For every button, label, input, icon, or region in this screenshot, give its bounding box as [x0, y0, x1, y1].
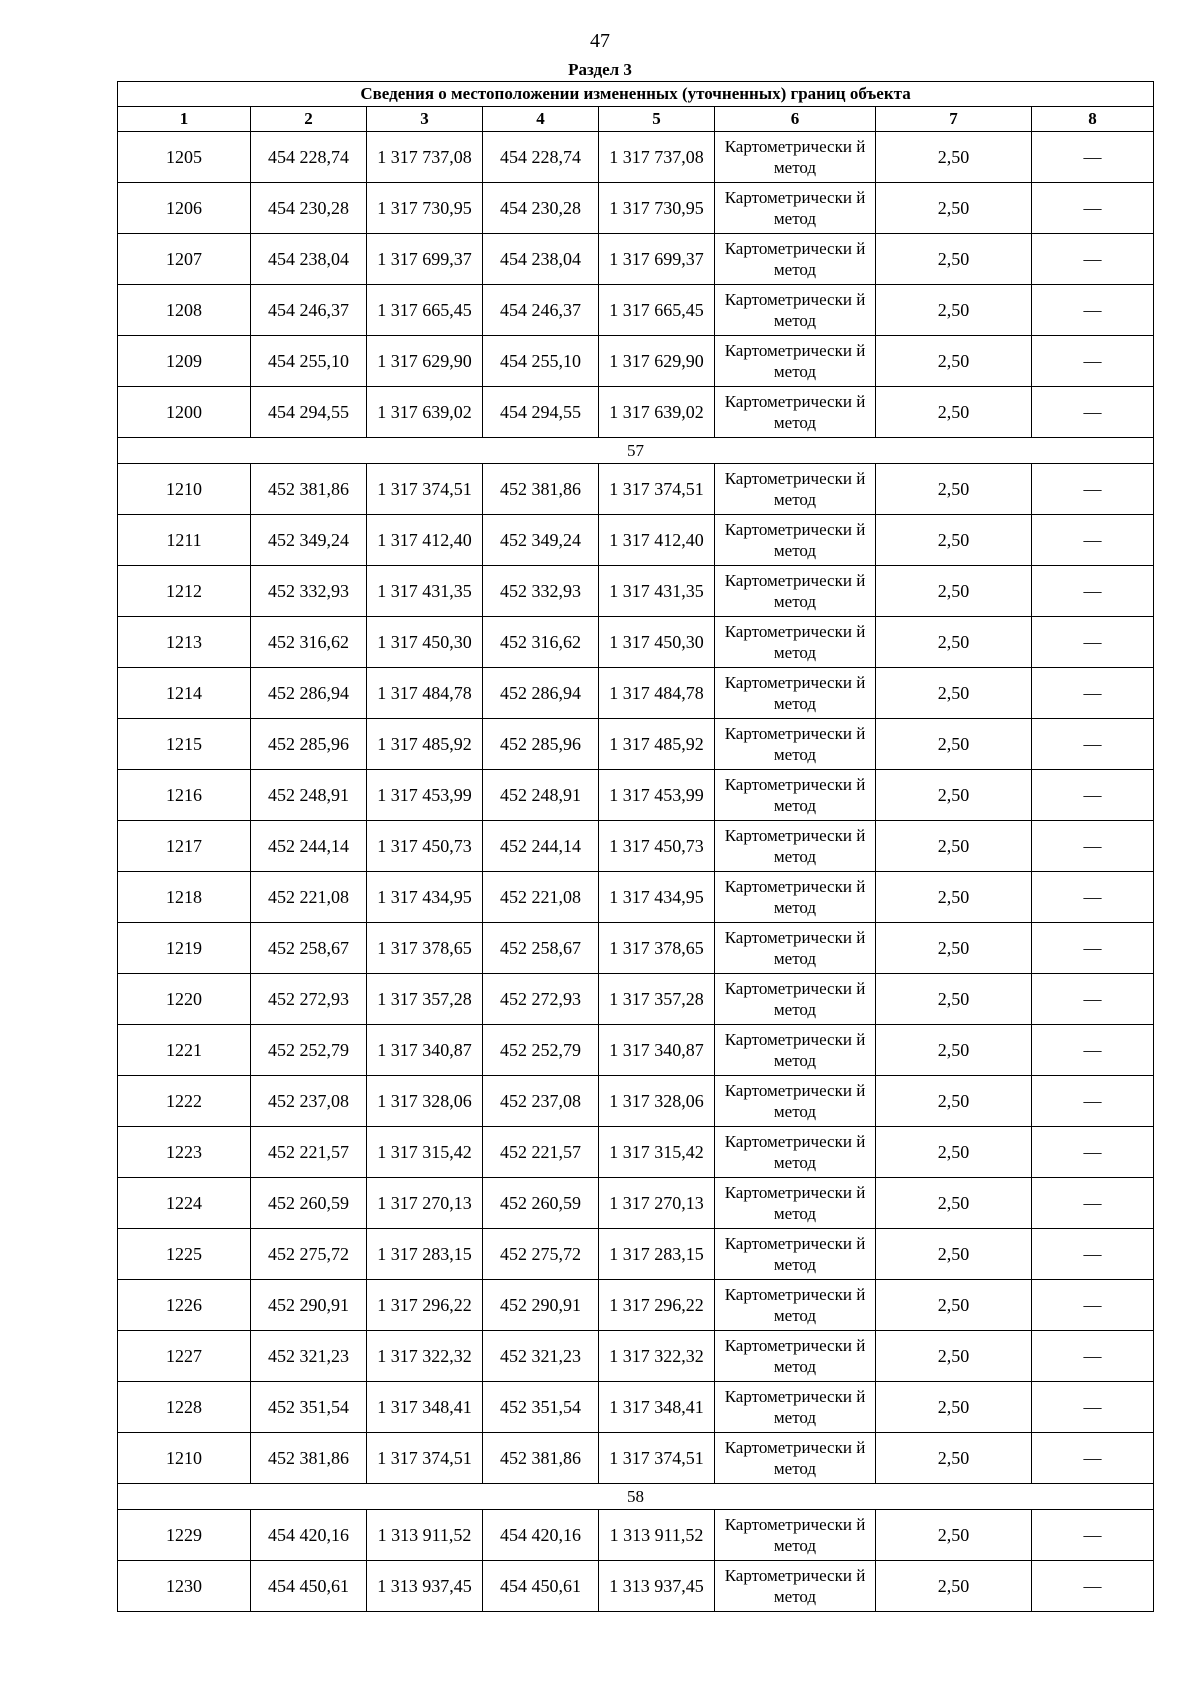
cell-col-5: 1 317 639,02	[599, 387, 715, 438]
cell-col-4: 452 381,86	[483, 1433, 599, 1484]
cell-col-4: 452 290,91	[483, 1280, 599, 1331]
table-row	[118, 132, 1154, 183]
cell-col-1: 1229	[118, 1510, 251, 1561]
table-row	[118, 668, 1154, 719]
cell-col-3: 1 317 374,51	[367, 464, 483, 515]
cell-col-5: 1 317 699,37	[599, 234, 715, 285]
cell-col-7: 2,50	[876, 1433, 1032, 1484]
cell-col-5: 1 317 485,92	[599, 719, 715, 770]
table-row	[118, 1280, 1154, 1331]
cell-col-4: 454 246,37	[483, 285, 599, 336]
cell-col-8: —	[1032, 464, 1154, 515]
contour-number-row	[118, 1484, 1154, 1510]
cell-col-6: Картометрически й метод	[715, 285, 876, 336]
cell-col-7: 2,50	[876, 1510, 1032, 1561]
cell-col-6: Картометрически й метод	[715, 1127, 876, 1178]
column-number-7: 7	[876, 107, 1032, 132]
cell-col-8: —	[1032, 1382, 1154, 1433]
cell-col-4: 452 237,08	[483, 1076, 599, 1127]
cell-col-6: Картометрически й метод	[715, 1561, 876, 1612]
cell-col-6: Картометрически й метод	[715, 464, 876, 515]
cell-col-5: 1 317 322,32	[599, 1331, 715, 1382]
cell-col-3: 1 317 315,42	[367, 1127, 483, 1178]
table-row	[118, 464, 1154, 515]
boundary-coordinates-table	[117, 81, 1154, 1612]
cell-col-2: 452 272,93	[251, 974, 367, 1025]
cell-col-1: 1205	[118, 132, 251, 183]
cell-col-2: 452 349,24	[251, 515, 367, 566]
cell-col-4: 454 255,10	[483, 336, 599, 387]
cell-col-4: 452 244,14	[483, 821, 599, 872]
cell-col-2: 452 381,86	[251, 1433, 367, 1484]
table-row	[118, 1510, 1154, 1561]
cell-col-2: 452 332,93	[251, 566, 367, 617]
cell-col-3: 1 317 639,02	[367, 387, 483, 438]
cell-col-4: 452 285,96	[483, 719, 599, 770]
cell-col-2: 452 286,94	[251, 668, 367, 719]
cell-col-7: 2,50	[876, 974, 1032, 1025]
cell-col-2: 452 260,59	[251, 1178, 367, 1229]
cell-col-7: 2,50	[876, 387, 1032, 438]
cell-col-7: 2,50	[876, 1229, 1032, 1280]
cell-col-2: 454 420,16	[251, 1510, 367, 1561]
table-row	[118, 1561, 1154, 1612]
table-row	[118, 285, 1154, 336]
cell-col-6: Картометрически й метод	[715, 1382, 876, 1433]
cell-col-1: 1210	[118, 1433, 251, 1484]
cell-col-4: 454 420,16	[483, 1510, 599, 1561]
cell-col-8: —	[1032, 1331, 1154, 1382]
cell-col-2: 454 246,37	[251, 285, 367, 336]
cell-col-7: 2,50	[876, 1178, 1032, 1229]
cell-col-4: 452 351,54	[483, 1382, 599, 1433]
cell-col-2: 454 450,61	[251, 1561, 367, 1612]
cell-col-8: —	[1032, 719, 1154, 770]
cell-col-8: —	[1032, 285, 1154, 336]
cell-col-4: 454 450,61	[483, 1561, 599, 1612]
cell-col-5: 1 317 270,13	[599, 1178, 715, 1229]
cell-col-3: 1 317 270,13	[367, 1178, 483, 1229]
cell-col-8: —	[1032, 1433, 1154, 1484]
cell-col-6: Картометрически й метод	[715, 1178, 876, 1229]
cell-col-4: 454 294,55	[483, 387, 599, 438]
cell-col-6: Картометрически й метод	[715, 1280, 876, 1331]
column-number-6: 6	[715, 107, 876, 132]
table-row	[118, 1178, 1154, 1229]
cell-col-8: —	[1032, 515, 1154, 566]
cell-col-2: 452 237,08	[251, 1076, 367, 1127]
cell-col-8: —	[1032, 1510, 1154, 1561]
cell-col-6: Картометрически й метод	[715, 668, 876, 719]
cell-col-3: 1 317 322,32	[367, 1331, 483, 1382]
cell-col-3: 1 317 484,78	[367, 668, 483, 719]
cell-col-5: 1 317 453,99	[599, 770, 715, 821]
cell-col-6: Картометрически й метод	[715, 1076, 876, 1127]
cell-col-4: 454 230,28	[483, 183, 599, 234]
cell-col-7: 2,50	[876, 183, 1032, 234]
cell-col-4: 452 321,23	[483, 1331, 599, 1382]
cell-col-4: 452 272,93	[483, 974, 599, 1025]
cell-col-2: 452 351,54	[251, 1382, 367, 1433]
cell-col-8: —	[1032, 1280, 1154, 1331]
cell-col-1: 1221	[118, 1025, 251, 1076]
cell-col-6: Картометрически й метод	[715, 336, 876, 387]
cell-col-1: 1217	[118, 821, 251, 872]
cell-col-6: Картометрически й метод	[715, 1510, 876, 1561]
cell-col-1: 1200	[118, 387, 251, 438]
table-row	[118, 1025, 1154, 1076]
cell-col-5: 1 317 730,95	[599, 183, 715, 234]
cell-col-1: 1207	[118, 234, 251, 285]
cell-col-2: 452 321,23	[251, 1331, 367, 1382]
cell-col-2: 452 221,08	[251, 872, 367, 923]
cell-col-7: 2,50	[876, 285, 1032, 336]
cell-col-3: 1 317 412,40	[367, 515, 483, 566]
cell-col-7: 2,50	[876, 336, 1032, 387]
cell-col-6: Картометрически й метод	[715, 515, 876, 566]
cell-col-4: 452 221,57	[483, 1127, 599, 1178]
cell-col-5: 1 317 434,95	[599, 872, 715, 923]
contour-number: 58	[118, 1484, 1154, 1510]
cell-col-4: 452 221,08	[483, 872, 599, 923]
cell-col-4: 452 258,67	[483, 923, 599, 974]
cell-col-5: 1 317 737,08	[599, 132, 715, 183]
cell-col-7: 2,50	[876, 1382, 1032, 1433]
table-row	[118, 336, 1154, 387]
table-row	[118, 872, 1154, 923]
cell-col-3: 1 317 730,95	[367, 183, 483, 234]
cell-col-3: 1 317 357,28	[367, 974, 483, 1025]
cell-col-6: Картометрически й метод	[715, 821, 876, 872]
cell-col-2: 452 221,57	[251, 1127, 367, 1178]
cell-col-7: 2,50	[876, 1280, 1032, 1331]
cell-col-8: —	[1032, 1127, 1154, 1178]
cell-col-6: Картометрически й метод	[715, 923, 876, 974]
cell-col-5: 1 317 374,51	[599, 1433, 715, 1484]
cell-col-6: Картометрически й метод	[715, 234, 876, 285]
cell-col-2: 452 290,91	[251, 1280, 367, 1331]
cell-col-1: 1214	[118, 668, 251, 719]
cell-col-8: —	[1032, 336, 1154, 387]
cell-col-2: 452 252,79	[251, 1025, 367, 1076]
cell-col-8: —	[1032, 872, 1154, 923]
section-title: Раздел 3	[568, 60, 632, 79]
cell-col-5: 1 317 340,87	[599, 1025, 715, 1076]
cell-col-5: 1 317 328,06	[599, 1076, 715, 1127]
cell-col-8: —	[1032, 566, 1154, 617]
cell-col-3: 1 313 911,52	[367, 1510, 483, 1561]
column-number-row	[118, 107, 1154, 132]
cell-col-3: 1 317 328,06	[367, 1076, 483, 1127]
column-number-4: 4	[483, 107, 599, 132]
cell-col-8: —	[1032, 1561, 1154, 1612]
cell-col-2: 454 238,04	[251, 234, 367, 285]
cell-col-7: 2,50	[876, 464, 1032, 515]
cell-col-4: 452 252,79	[483, 1025, 599, 1076]
cell-col-3: 1 317 485,92	[367, 719, 483, 770]
cell-col-5: 1 317 450,73	[599, 821, 715, 872]
cell-col-3: 1 317 450,30	[367, 617, 483, 668]
cell-col-7: 2,50	[876, 1331, 1032, 1382]
cell-col-8: —	[1032, 387, 1154, 438]
cell-col-8: —	[1032, 132, 1154, 183]
table-row	[118, 515, 1154, 566]
table-caption: Сведения о местоположении измененных (уточненных) границ объекта	[118, 82, 1154, 107]
cell-col-7: 2,50	[876, 515, 1032, 566]
cell-col-1: 1218	[118, 872, 251, 923]
cell-col-4: 454 238,04	[483, 234, 599, 285]
table-row	[118, 1382, 1154, 1433]
cell-col-7: 2,50	[876, 566, 1032, 617]
cell-col-7: 2,50	[876, 1127, 1032, 1178]
cell-col-1: 1212	[118, 566, 251, 617]
cell-col-5: 1 317 374,51	[599, 464, 715, 515]
cell-col-7: 2,50	[876, 719, 1032, 770]
cell-col-3: 1 317 665,45	[367, 285, 483, 336]
cell-col-2: 454 230,28	[251, 183, 367, 234]
cell-col-7: 2,50	[876, 923, 1032, 974]
cell-col-3: 1 317 699,37	[367, 234, 483, 285]
contour-number: 57	[118, 438, 1154, 464]
cell-col-6: Картометрически й метод	[715, 1433, 876, 1484]
cell-col-3: 1 317 737,08	[367, 132, 483, 183]
cell-col-1: 1206	[118, 183, 251, 234]
contour-number-row	[118, 438, 1154, 464]
column-number-1: 1	[118, 107, 251, 132]
cell-col-3: 1 317 434,95	[367, 872, 483, 923]
cell-col-8: —	[1032, 923, 1154, 974]
cell-col-2: 452 316,62	[251, 617, 367, 668]
cell-col-6: Картометрически й метод	[715, 974, 876, 1025]
cell-col-8: —	[1032, 1025, 1154, 1076]
cell-col-4: 452 260,59	[483, 1178, 599, 1229]
cell-col-1: 1220	[118, 974, 251, 1025]
cell-col-2: 452 258,67	[251, 923, 367, 974]
cell-col-8: —	[1032, 821, 1154, 872]
cell-col-6: Картометрически й метод	[715, 566, 876, 617]
cell-col-3: 1 317 453,99	[367, 770, 483, 821]
cell-col-4: 452 381,86	[483, 464, 599, 515]
table-row	[118, 821, 1154, 872]
cell-col-5: 1 317 629,90	[599, 336, 715, 387]
cell-col-2: 454 255,10	[251, 336, 367, 387]
cell-col-6: Картометрически й метод	[715, 719, 876, 770]
cell-col-8: —	[1032, 1229, 1154, 1280]
cell-col-1: 1219	[118, 923, 251, 974]
table-row	[118, 183, 1154, 234]
cell-col-5: 1 317 431,35	[599, 566, 715, 617]
cell-col-1: 1226	[118, 1280, 251, 1331]
cell-col-5: 1 317 450,30	[599, 617, 715, 668]
cell-col-4: 452 332,93	[483, 566, 599, 617]
cell-col-6: Картометрически й метод	[715, 872, 876, 923]
table-row	[118, 770, 1154, 821]
table-row	[118, 566, 1154, 617]
cell-col-7: 2,50	[876, 234, 1032, 285]
cell-col-1: 1228	[118, 1382, 251, 1433]
cell-col-4: 452 286,94	[483, 668, 599, 719]
cell-col-4: 452 316,62	[483, 617, 599, 668]
table-row	[118, 617, 1154, 668]
cell-col-7: 2,50	[876, 872, 1032, 923]
cell-col-3: 1 317 340,87	[367, 1025, 483, 1076]
cell-col-1: 1208	[118, 285, 251, 336]
cell-col-1: 1215	[118, 719, 251, 770]
table-row	[118, 1076, 1154, 1127]
cell-col-8: —	[1032, 617, 1154, 668]
table-row	[118, 387, 1154, 438]
cell-col-1: 1216	[118, 770, 251, 821]
cell-col-4: 452 248,91	[483, 770, 599, 821]
cell-col-5: 1 313 937,45	[599, 1561, 715, 1612]
cell-col-7: 2,50	[876, 821, 1032, 872]
cell-col-6: Картометрически й метод	[715, 132, 876, 183]
cell-col-6: Картометрически й метод	[715, 183, 876, 234]
cell-col-5: 1 317 348,41	[599, 1382, 715, 1433]
cell-col-5: 1 317 378,65	[599, 923, 715, 974]
cell-col-8: —	[1032, 234, 1154, 285]
cell-col-6: Картометрически й метод	[715, 1025, 876, 1076]
cell-col-1: 1210	[118, 464, 251, 515]
table-row	[118, 719, 1154, 770]
table-row	[118, 1229, 1154, 1280]
cell-col-1: 1224	[118, 1178, 251, 1229]
cell-col-2: 452 285,96	[251, 719, 367, 770]
cell-col-5: 1 317 357,28	[599, 974, 715, 1025]
cell-col-5: 1 317 484,78	[599, 668, 715, 719]
cell-col-7: 2,50	[876, 770, 1032, 821]
cell-col-7: 2,50	[876, 617, 1032, 668]
cell-col-8: —	[1032, 770, 1154, 821]
cell-col-2: 452 381,86	[251, 464, 367, 515]
cell-col-1: 1209	[118, 336, 251, 387]
cell-col-5: 1 317 412,40	[599, 515, 715, 566]
cell-col-1: 1227	[118, 1331, 251, 1382]
cell-col-6: Картометрически й метод	[715, 770, 876, 821]
cell-col-1: 1225	[118, 1229, 251, 1280]
column-number-3: 3	[367, 107, 483, 132]
cell-col-1: 1213	[118, 617, 251, 668]
cell-col-3: 1 317 374,51	[367, 1433, 483, 1484]
cell-col-5: 1 317 283,15	[599, 1229, 715, 1280]
cell-col-3: 1 317 629,90	[367, 336, 483, 387]
table-row	[118, 923, 1154, 974]
cell-col-3: 1 317 348,41	[367, 1382, 483, 1433]
cell-col-2: 454 294,55	[251, 387, 367, 438]
cell-col-8: —	[1032, 668, 1154, 719]
column-number-5: 5	[599, 107, 715, 132]
cell-col-7: 2,50	[876, 132, 1032, 183]
cell-col-4: 452 349,24	[483, 515, 599, 566]
column-number-2: 2	[251, 107, 367, 132]
table-body	[118, 132, 1154, 1612]
cell-col-8: —	[1032, 1076, 1154, 1127]
cell-col-6: Картометрически й метод	[715, 387, 876, 438]
table-row	[118, 234, 1154, 285]
cell-col-5: 1 317 315,42	[599, 1127, 715, 1178]
cell-col-1: 1222	[118, 1076, 251, 1127]
cell-col-7: 2,50	[876, 1561, 1032, 1612]
cell-col-8: —	[1032, 183, 1154, 234]
cell-col-1: 1230	[118, 1561, 251, 1612]
cell-col-2: 452 244,14	[251, 821, 367, 872]
cell-col-2: 454 228,74	[251, 132, 367, 183]
cell-col-5: 1 317 665,45	[599, 285, 715, 336]
cell-col-6: Картометрически й метод	[715, 1229, 876, 1280]
cell-col-3: 1 317 431,35	[367, 566, 483, 617]
cell-col-7: 2,50	[876, 1076, 1032, 1127]
cell-col-8: —	[1032, 974, 1154, 1025]
table-row	[118, 1331, 1154, 1382]
table-row	[118, 974, 1154, 1025]
cell-col-6: Картометрически й метод	[715, 1331, 876, 1382]
cell-col-1: 1223	[118, 1127, 251, 1178]
column-number-8: 8	[1032, 107, 1154, 132]
cell-col-1: 1211	[118, 515, 251, 566]
page-number: 47	[590, 30, 610, 52]
cell-col-3: 1 313 937,45	[367, 1561, 483, 1612]
cell-col-8: —	[1032, 1178, 1154, 1229]
cell-col-5: 1 317 296,22	[599, 1280, 715, 1331]
cell-col-4: 452 275,72	[483, 1229, 599, 1280]
cell-col-2: 452 275,72	[251, 1229, 367, 1280]
cell-col-6: Картометрически й метод	[715, 617, 876, 668]
cell-col-3: 1 317 296,22	[367, 1280, 483, 1331]
cell-col-3: 1 317 378,65	[367, 923, 483, 974]
cell-col-7: 2,50	[876, 668, 1032, 719]
cell-col-4: 454 228,74	[483, 132, 599, 183]
cell-col-3: 1 317 450,73	[367, 821, 483, 872]
table-row	[118, 1127, 1154, 1178]
cell-col-7: 2,50	[876, 1025, 1032, 1076]
cell-col-3: 1 317 283,15	[367, 1229, 483, 1280]
cell-col-5: 1 313 911,52	[599, 1510, 715, 1561]
table-row	[118, 1433, 1154, 1484]
cell-col-2: 452 248,91	[251, 770, 367, 821]
